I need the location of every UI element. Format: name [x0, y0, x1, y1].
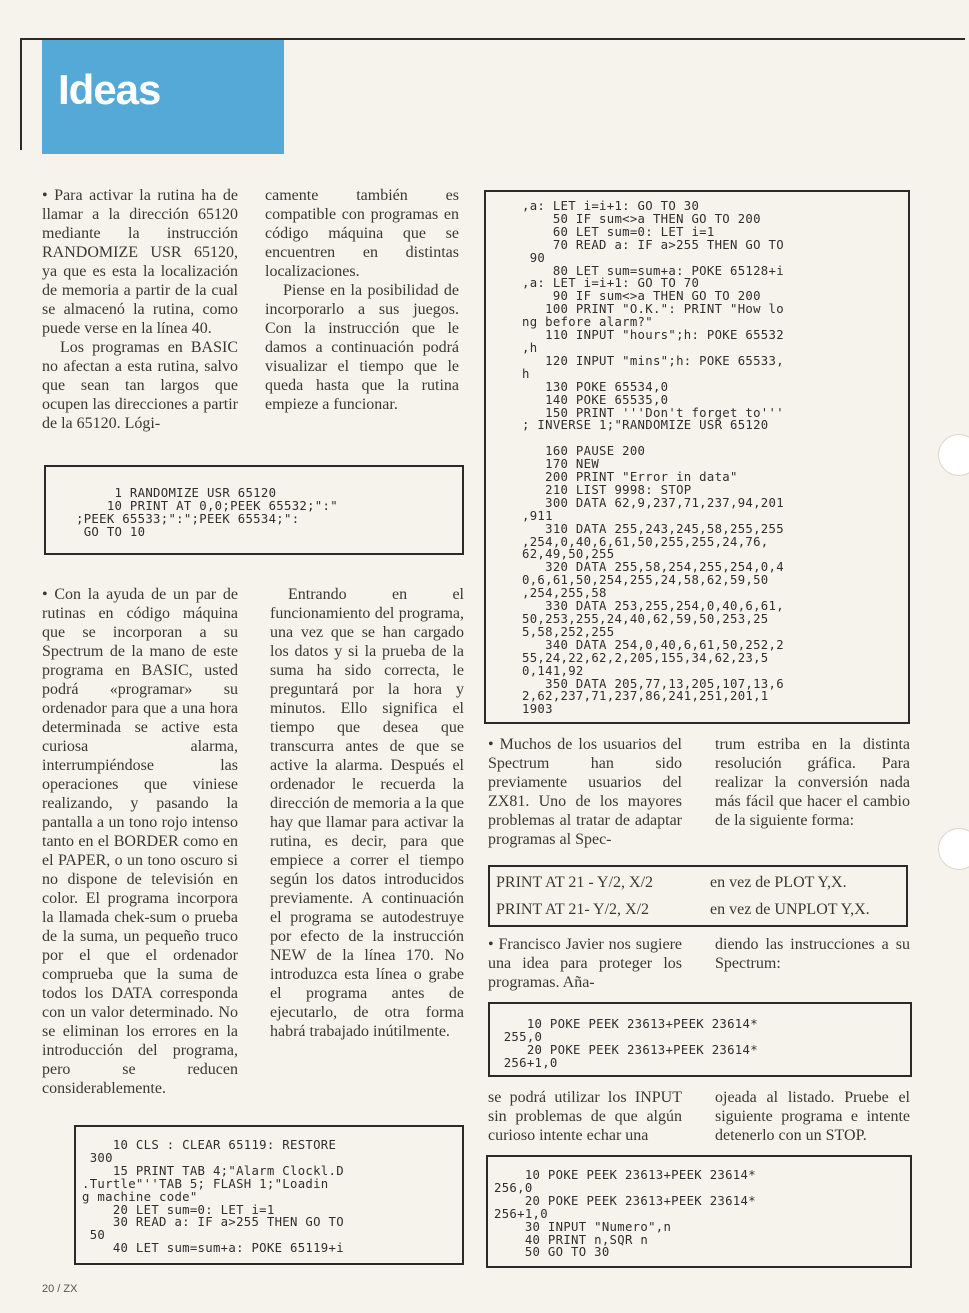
paragraph: trum estriba en la distinta resolución gráfica. Para realizar la conversión nada más fácil que hacer el cambio de la siguiente forma: — [715, 736, 910, 829]
code-listing: 10 POKE PEEK 23613+PEEK 23614* 256,0 20 POKE PEEK 23613+PEEK 23614* 256+1,0 30 INPUT "Numero",n 40 PRINT n,SQR n 50 GO TO 30 — [494, 1168, 756, 1260]
section-title: Ideas — [58, 66, 161, 113]
paragraph: camente también es compatible con programas en código máquina que se encuentren en distintas localizaciones. — [265, 187, 459, 280]
paragraph: • Para activar la rutina ha de llamar a la dirección 65120 mediante la instrucción RANDOMIZE USR 65120, ya que es esta la localización de memoria a partir de la cual se almacenó la rutina, como puede verse en la línea 40. — [42, 187, 238, 337]
column-2-top — [265, 186, 459, 414]
column-4-c — [715, 1088, 910, 1145]
paragraph: • Muchos de los usuarios del Spectrum han sido previamente usuarios del ZX81. Uno de los mayores problemas al tratar de adaptar programas al Spec- — [488, 736, 682, 848]
paragraph: Los programas en BASIC no afectan a esta rutina, salvo que sean tan largos que ocupen las direcciones a partir de la 65120. Lógi- — [42, 339, 238, 432]
column-3-c — [488, 1088, 682, 1145]
conversion-old: en vez de UNPLOT Y,X. — [710, 901, 870, 918]
column-4-b — [715, 935, 910, 973]
left-rule — [20, 38, 22, 150]
conversion-row — [496, 900, 900, 919]
code-listing: ,a: LET i=i+1: GO TO 30 50 IF sum<>a THEN GO TO 200 60 LET sum=0: LET i=1 70 READ a: IF a>255 THEN GO TO 90 80 LET sum=sum+a: POKE 65128+i ,a: LET i=i+1: GO TO 70 90 IF sum<>a THEN GO TO 200 100 PRINT "O.K.": PRINT "How lo ng before alarm?" 110 INPUT "hours";h: POKE 65532 ,h 120 INPUT "mins";h: POKE 65533, h 130 POKE 65534,0 140 POKE 65535,0 150 PRINT '''Don't forget to''' ; INVERSE 1;"RANDOMIZE USR 65120 160 PAUSE 200 170 NEW 200 PRINT "Error in data" 210 LIST 9998: STOP 300 DATA 62,9,237,71,237,94,201 ,911 310 DATA 255,243,245,58,255,255 ,254,0,40,6,61,50,255,255,24,76, 62,49,50,255 320 DATA 255,58,254,255,254,0,4 0,6,61,50,254,255,24,58,62,59,50 ,254,255,58 330 DATA 253,255,254,0,40,6,61, 50,253,255,24,40,62,59,50,253,25 5,58,252,255 340 DATA 254,0,40,6,61,50,252,2 55,24,22,62,2,205,155,34,62,23,5 0,141,92 350 DATA 205,77,13,205,107,13,6 2,62,237,71,237,86,241,251,201,1 1903 — [522, 199, 784, 717]
paragraph: ojeada al listado. Pruebe el siguiente programa e intente detenerlo con un STOP. — [715, 1089, 910, 1144]
binder-hole — [938, 434, 969, 476]
paragraph: diendo las instrucciones a su Spectrum: — [715, 936, 910, 972]
conversion-new: PRINT AT 21 - Y/2, X/2 — [496, 874, 654, 891]
code-listing: 10 CLS : CLEAR 65119: RESTORE 300 15 PRINT TAB 4;"Alarm Clockl.D .Turtle"''TAB 5; FLASH 1;"Loadin g machine code" 20 LET sum=0: LET i=1 30 READ a: IF a>255 THEN GO TO 50 40 LET sum=sum+a: POKE 65119+i — [82, 1138, 344, 1256]
paragraph: Piense en la posibilidad de incorporarlo a sus juegos. Con la instrucción que le damos a continuación podrá visualizar el tiempo que le queda hasta que la rutina empieze a funcionar. — [265, 282, 459, 413]
code-listing: 10 POKE PEEK 23613+PEEK 23614* 255,0 20 POKE PEEK 23613+PEEK 23614* 256+1,0 — [503, 1017, 758, 1070]
column-1-middle — [42, 585, 238, 1098]
column-4-a — [715, 735, 910, 830]
conversion-old: en vez de PLOT Y,X. — [710, 874, 847, 891]
paragraph: Entrando en el funcionamiento del programa, una vez que se han cargado los datos y si la prueba de la suma ha sido correcta, le preguntará por la hora y minutos. Ello significa el tiempo que desea que transcurra antes de que se active la alarma. Después el ordenador le recuerda la dirección de memoria a la que hay que llamar para activar la rutina, es decir, para que empiece a correr el tiempo según los datos introducidos previamente. A continuación el programa se autodestruye por efecto de la instrucción NEW de la línea 170. No introduzca esta línea o grabe el programa antes de ejecutarlo, de otra forma habrá trabajado inútilmente. — [270, 586, 464, 1040]
paragraph: • Francisco Javier nos sugiere una idea para proteger los programas. Aña- — [488, 936, 682, 991]
column-3-b — [488, 935, 682, 992]
binder-hole — [938, 828, 969, 870]
listing-test-program — [486, 1155, 912, 1268]
paragraph: • Con la ayuda de un par de rutinas en código máquina que se incorporan a su Spectrum de la mano de este programa en BASIC, usted podrá «programar» su ordenador para que a una hora determinada se active esta curiosa alarma, interrumpiéndose las operaciones que viniese realizando, y pasando la pantalla a un tono rojo intenso tanto en el BORDER como en el PAPER, o un tono oscuro si no dispone de televisión en color. El programa incorpora la llamada chek-sum o prueba de la suma, un pequeño truco por el que el ordenador comprueba que la suma de todos los DATA corresponda con un valor determinado. No se eliminan los errores en la introducción del programa, pero se reducen considerablemente. — [42, 586, 238, 1097]
conversion-row — [496, 873, 900, 892]
column-1-top — [42, 186, 238, 433]
listing-alarm-clock-part-1 — [74, 1125, 464, 1265]
conversion-new: PRINT AT 21- Y/2, X/2 — [496, 901, 650, 918]
column-3-a — [488, 735, 682, 849]
code-listing: 1 RANDOMIZE USR 65120 10 PRINT AT 0,0;PEEK 65532;":" ;PEEK 65533;":";PEEK 65534;": GO TO 10 — [76, 486, 338, 539]
paragraph: se podrá utilizar los INPUT sin problemas de que algún curioso intente echar una — [488, 1089, 682, 1144]
page-footer: 20 / ZX — [42, 1283, 78, 1295]
listing-protection — [488, 1002, 912, 1077]
listing-countdown — [44, 465, 464, 555]
listing-alarm-clock-part-2 — [484, 190, 910, 724]
conversion-table — [488, 865, 908, 927]
column-2-middle — [270, 585, 464, 1041]
